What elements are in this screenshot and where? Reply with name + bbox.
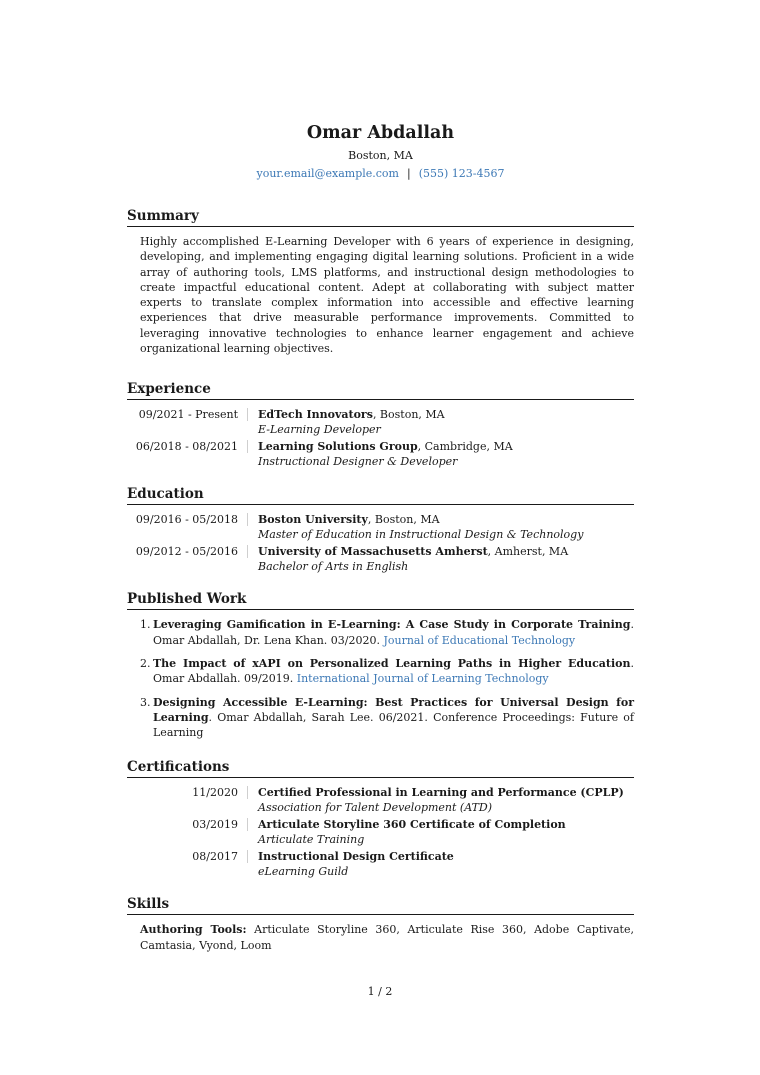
entry-degree: Master of Education in Instructional Design & Technology: [258, 528, 584, 542]
candidate-location: Boston, MA: [348, 149, 413, 162]
skills-list: Articulate Storyline 360, Articulate Rise 360, Adobe Captivate, Camtasia, Vyond, Loom: [140, 923, 634, 952]
entry-role: Instructional Designer & Developer: [258, 455, 458, 469]
summary-heading: Summary: [127, 207, 634, 227]
certifications-section: [127, 758, 634, 879]
education-heading: Education: [127, 485, 634, 505]
skills-text: [140, 922, 634, 953]
certification-entry: [127, 785, 634, 815]
entry-date: 09/2016 - 05/2018: [127, 513, 248, 526]
contact-line: [127, 166, 634, 181]
candidate-name: Omar Abdallah: [306, 123, 455, 143]
experience-entry: [127, 407, 634, 437]
contact-separator: |: [406, 167, 411, 180]
page-number: 1 / 2: [367, 985, 393, 998]
publication-title: Designing Accessible E-Learning: Best Practices for Universal Design for Learning: [153, 695, 634, 724]
cert-date: 11/2020: [127, 786, 248, 799]
summary-text: Highly accomplished E-Learning Developer with 6 years of experience in designing, developing, and implementing engaging digital learning solutions. Proficient in a wide array of authoring tools, LMS platforms, and instructional design methodologies to create impactful educational content. Adept at collaborating with subject matter experts to translate complex information into accessible and effective learning experiences that drive measurable performance improvements. Committed to leveraging innovative technologies to enhance learner engagement and achieve organizational learning objectives.: [140, 235, 634, 356]
publication-meta: . Omar Abdallah, Sarah Lee. 06/2021.: [208, 710, 434, 724]
entry-date: 09/2012 - 05/2016: [127, 545, 248, 558]
entry-place: , Boston, MA: [372, 408, 445, 422]
entry-degree: Bachelor of Arts in English: [258, 560, 409, 574]
experience-heading: Experience: [127, 380, 634, 400]
entry-org: University of Massachusetts Amherst: [258, 545, 488, 559]
entry-org: Learning Solutions Group: [258, 440, 418, 454]
cert-title: Certified Professional in Learning and Performance (CPLP): [258, 786, 624, 800]
entry-date: 09/2021 - Present: [127, 408, 248, 421]
resume-page: [127, 120, 634, 953]
publication-item: [140, 656, 634, 687]
skills-label: Authoring Tools:: [140, 923, 247, 937]
publication-number: 1.: [140, 618, 151, 632]
cert-issuer: Association for Talent Development (ATD): [258, 801, 493, 815]
entry-org: Boston University: [258, 513, 368, 527]
publications-list: [140, 617, 634, 740]
cert-date: 03/2019: [127, 818, 248, 831]
publications-section: [127, 590, 634, 740]
publication-venue: Conference Proceedings: Future of Learning: [153, 710, 634, 740]
entry-role: E-Learning Developer: [258, 423, 381, 437]
skills-heading: Skills: [127, 895, 634, 915]
education-entry: [127, 512, 634, 542]
publication-item: [140, 617, 634, 648]
entry-place: , Boston, MA: [367, 513, 440, 527]
publication-venue-link[interactable]: Journal of Educational Technology: [383, 633, 576, 647]
publication-meta: . Omar Abdallah. 09/2019.: [153, 656, 634, 686]
entry-date: 06/2018 - 08/2021: [127, 440, 248, 453]
cert-issuer: eLearning Guild: [258, 865, 349, 879]
publication-number: 2.: [140, 656, 151, 670]
experience-entry: [127, 439, 634, 469]
certification-entry: [127, 849, 634, 879]
publication-title: The Impact of xAPI on Personalized Learning Paths in Higher Education: [153, 656, 631, 670]
cert-issuer: Articulate Training: [258, 833, 365, 847]
publications-heading: Published Work: [127, 590, 634, 610]
entry-place: , Cambridge, MA: [417, 440, 513, 454]
cert-title: Articulate Storyline 360 Certificate of Completion: [258, 818, 566, 832]
experience-section: [127, 380, 634, 469]
education-list: [127, 512, 634, 574]
publication-meta: . Omar Abdallah, Dr. Lena Khan. 03/2020.: [153, 618, 634, 647]
cert-title: Instructional Design Certificate: [258, 850, 454, 864]
entry-org: EdTech Innovators: [258, 408, 373, 422]
summary-section: [127, 207, 634, 356]
certifications-list: [127, 785, 634, 879]
phone-link[interactable]: (555) 123-4567: [418, 167, 505, 180]
email-link[interactable]: your.email@example.com: [256, 167, 399, 180]
education-section: [127, 485, 634, 574]
skills-section: [127, 895, 634, 953]
entry-place: , Amherst, MA: [487, 545, 569, 559]
experience-list: [127, 407, 634, 469]
publication-venue-link[interactable]: International Journal of Learning Technology: [296, 672, 549, 686]
cert-date: 08/2017: [127, 850, 248, 863]
publication-item: [140, 695, 634, 741]
publication-number: 3.: [140, 695, 151, 709]
education-entry: [127, 544, 634, 574]
certification-entry: [127, 817, 634, 847]
certifications-heading: Certifications: [127, 758, 634, 778]
publication-title: Leveraging Gamification in E-Learning: A Case Study in Corporate Training: [153, 618, 631, 632]
